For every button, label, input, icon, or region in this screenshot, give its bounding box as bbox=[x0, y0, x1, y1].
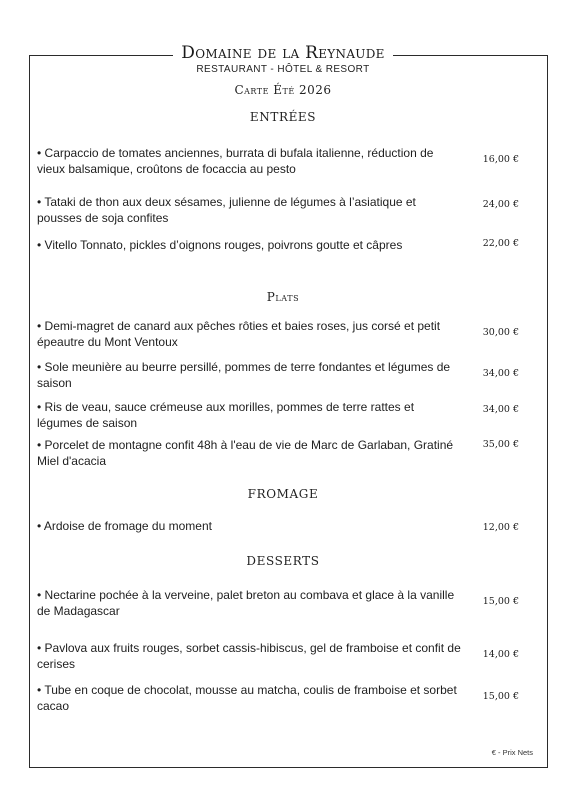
menu-item-price: 22,00 € bbox=[482, 238, 519, 249]
menu-item: • Tube en coque de chocolat, mousse au matcha, coulis de framboise et sorbet cacao bbox=[37, 683, 457, 713]
menu-item: • Porcelet de montagne confit 48h à l'eau de vie de Marc de Garlaban, Gratiné Miel d'acacia bbox=[37, 438, 454, 468]
menu-item: • Demi-magret de canard aux pêches rôties et baies roses, jus corsé et petit épeautre du Mont Ventoux bbox=[37, 319, 441, 349]
menu-item: • Carpaccio de tomates anciennes, burrata di bufala italienne, réduction de vieux balsamique, croûtons de focaccia au pesto bbox=[37, 146, 434, 176]
menu-item: • Ris de veau, sauce crémeuse aux morilles, pommes de terre rattes et légumes de saison bbox=[37, 400, 415, 430]
menu-item-price: 12,00 € bbox=[482, 522, 519, 533]
menu-item-price: 35,00 € bbox=[482, 439, 519, 450]
menu-item-price: 30,00 € bbox=[482, 327, 519, 338]
menu-item-price: 24,00 € bbox=[482, 199, 519, 210]
section-title-desserts: DESSERTS bbox=[246, 554, 320, 568]
menu-item-price: 34,00 € bbox=[482, 404, 519, 415]
menu-title: Carte Été 2026 bbox=[234, 83, 332, 97]
brand-subtitle: RESTAURANT - HÔTEL & RESORT bbox=[196, 64, 370, 75]
brand-name: Domaine de la Reynaude bbox=[173, 40, 392, 66]
menu-item: • Vitello Tonnato, pickles d’oignons rouges, poivrons goutte et câpres bbox=[37, 238, 403, 252]
menu-item: • Nectarine pochée à la verveine, palet breton au combava et glace à la vanille de Madagascar bbox=[37, 588, 455, 618]
section-title-entrees: ENTRÉES bbox=[249, 110, 317, 124]
section-title-plats: Plats bbox=[266, 290, 300, 304]
menu-item: • Pavlova aux fruits rouges, sorbet cassis-hibiscus, gel de framboise et confit de cerises bbox=[37, 641, 461, 671]
price-note: € - Prix Nets bbox=[491, 748, 533, 757]
menu-item-price: 15,00 € bbox=[482, 596, 519, 607]
brand-header bbox=[0, 40, 566, 66]
menu-item-price: 15,00 € bbox=[482, 691, 519, 702]
menu-item: • Sole meunière au beurre persillé, pommes de terre fondantes et légumes de saison bbox=[37, 360, 451, 390]
menu-item-price: 16,00 € bbox=[482, 154, 519, 165]
menu-item-price: 14,00 € bbox=[482, 649, 519, 660]
menu-item: • Tataki de thon aux deux sésames, julienne de légumes à l’asiatique et pousses de soja confites bbox=[37, 195, 416, 225]
menu-item: • Ardoise de fromage du moment bbox=[37, 519, 212, 533]
menu-item-price: 34,00 € bbox=[482, 368, 519, 379]
section-title-fromage: FROMAGE bbox=[247, 487, 319, 501]
